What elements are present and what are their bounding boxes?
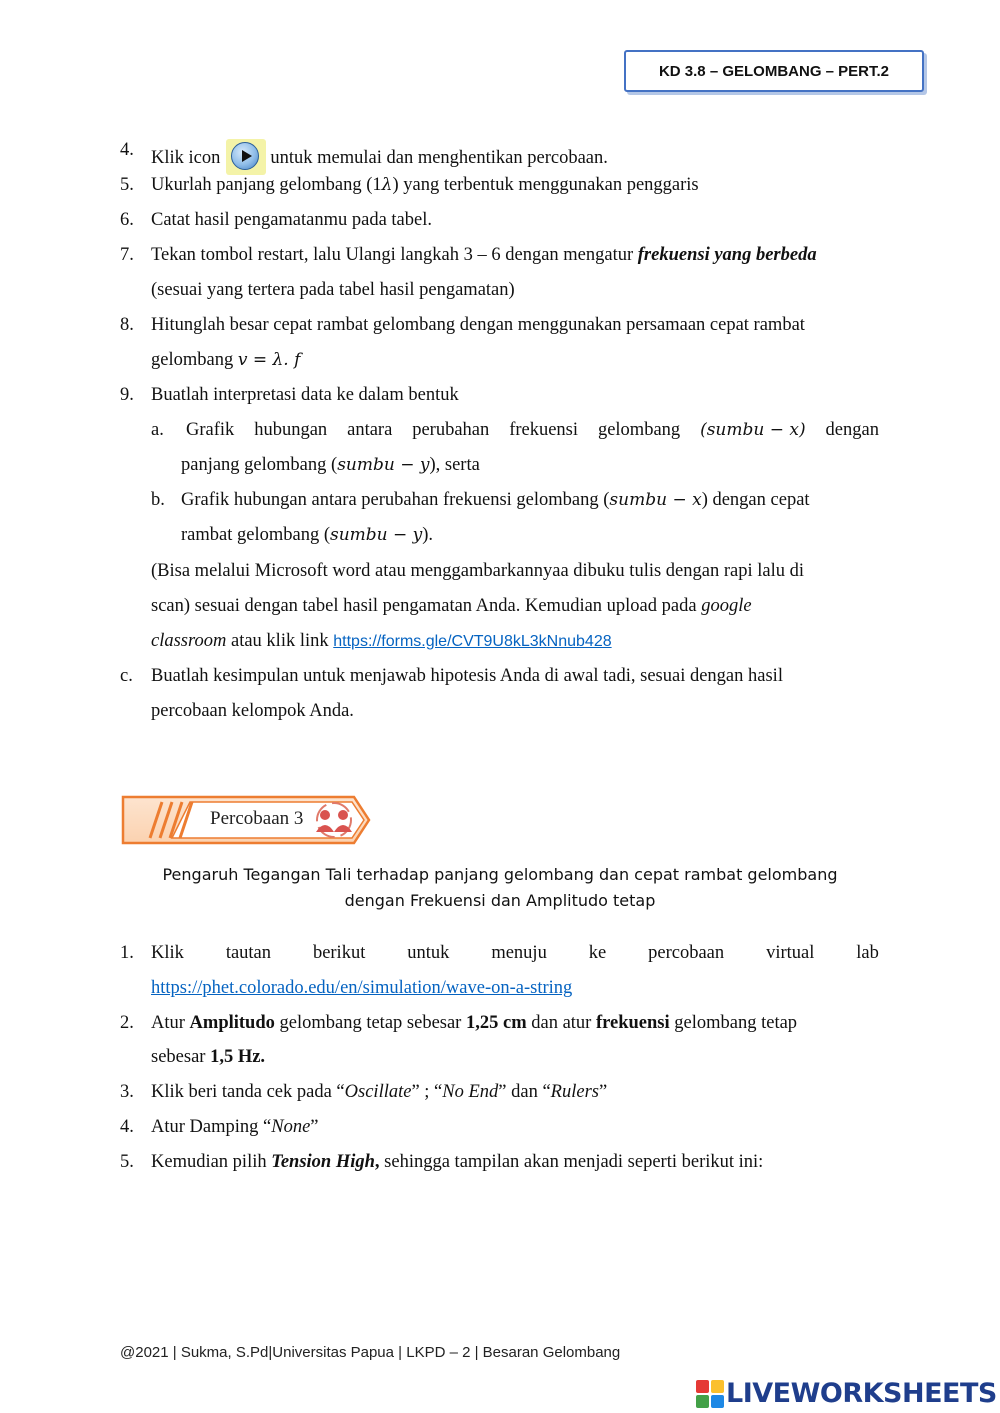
step-2-text (151, 1012, 797, 1034)
step-number: 7. (120, 245, 134, 265)
step-5b-text (151, 1151, 763, 1173)
sub-letter: b. (151, 490, 165, 510)
step-5-part: Ukurlah panjang gelombang (1 (151, 175, 382, 195)
experiment-title-cont: dengan Frekuensi dan Amplitudo tetap (344, 891, 656, 910)
axis-x-math: (sumbu − x) (700, 420, 806, 440)
step-number: 9. (120, 385, 134, 405)
step-number: 4. (120, 140, 134, 160)
word: berikut (312, 943, 366, 963)
liveworksheets-icon (696, 1380, 724, 1408)
step-4b-italic: None (271, 1117, 311, 1137)
sub-b-part: ). (422, 525, 434, 545)
axis-y-math: sumbu − y (329, 525, 423, 545)
step-2-part: dan atur (526, 1013, 596, 1033)
word: Klik (151, 943, 184, 963)
step-1-text (151, 942, 879, 964)
step-5-part: ) yang terbentuk menggunakan penggaris (392, 175, 699, 195)
step-2-bold: 1,5 Hz. (210, 1047, 266, 1067)
word: perubahan (412, 420, 490, 440)
step-number: 3. (120, 1082, 134, 1102)
step-2-bold: Amplitudo (189, 1013, 275, 1033)
step-4b-part: ” (310, 1117, 319, 1137)
step-number: 2. (120, 1013, 134, 1033)
step-2-part: gelombang tetap sebesar (274, 1013, 466, 1033)
step-2-bold: 1,25 cm (465, 1013, 527, 1033)
liveworksheets-logo (696, 1378, 997, 1410)
sub-letter: a. (151, 420, 164, 440)
step-4-text (151, 139, 608, 175)
step-number: 6. (120, 210, 134, 230)
step-3-part: ” (598, 1082, 608, 1102)
sub-a-part: panjang gelombang ( (181, 455, 338, 475)
step-5b-bold: , (374, 1152, 380, 1172)
sub-b-line1 (181, 489, 810, 511)
word: tautan (225, 943, 272, 963)
step-3-part: ” dan “ (498, 1082, 551, 1102)
word: gelombang (597, 420, 681, 440)
step-number: 8. (120, 315, 134, 335)
sub-b-part: rambat gelombang ( (181, 525, 330, 545)
sub-a-line2 (181, 454, 480, 476)
sub-b-line2 (181, 524, 433, 546)
sub-letter: c. (120, 666, 133, 686)
step-number: 5. (120, 175, 134, 195)
sub-b-part: ) dengan cepat (701, 490, 810, 510)
word: untuk (407, 943, 450, 963)
step-3-part: Klik beri tanda cek pada “ (151, 1082, 345, 1102)
step-3-italic: Rulers (550, 1082, 599, 1102)
step-2-part: Atur (151, 1013, 190, 1033)
step-number: 1. (120, 943, 134, 963)
word: lab (856, 943, 879, 963)
banner-label: Percobaan 3 (210, 808, 304, 829)
word: percobaan (648, 943, 725, 963)
step-8-text: Hitunglah besar cepat rambat gelombang dengan menggunakan persamaan cepat rambat (151, 315, 805, 335)
step-2-bold: frekuensi (595, 1013, 670, 1033)
experiment-title: Pengaruh Tegangan Tali terhadap panjang gelombang dan cepat rambat gelombang (162, 865, 838, 884)
step-number: 4. (120, 1117, 134, 1137)
step-6-text: Catat hasil pengamatanmu pada tabel. (151, 210, 432, 230)
step-4b-part: Atur Damping “ (151, 1117, 272, 1137)
word: ke (588, 943, 607, 963)
step-5b-part: sehingga tampilan akan menjadi seperti berikut ini: (379, 1152, 764, 1172)
note-part: scan) sesuai dengan tabel hasil pengamatan Anda. Kemudian upload pada (151, 596, 702, 616)
step-5b-bold-italic: Tension High (271, 1152, 375, 1172)
axis-y-math: sumbu − y (337, 455, 430, 475)
sub-a-part: ), serta (429, 455, 480, 475)
liveworksheets-text: LIVEWORKSHEETS (726, 1378, 997, 1409)
step-8-part: gelombang (151, 350, 238, 370)
word: hubungan (254, 420, 328, 440)
play-icon (226, 139, 266, 175)
step-2-part: gelombang tetap (669, 1013, 798, 1033)
step-5b-part: Kemudian pilih (151, 1152, 272, 1172)
word: frekuensi (509, 420, 579, 440)
note-line1: (Bisa melalui Microsoft word atau menggambarkannyaa dibuku tulis dengan rapi lalu di (151, 561, 804, 581)
step-3-part: ” ; “ (411, 1082, 443, 1102)
sub-a-line1 (186, 419, 879, 441)
word: menuju (491, 943, 547, 963)
group-people-icon (310, 800, 358, 840)
word: antara (347, 420, 393, 440)
sub-c-line1: Buatlah kesimpulan untuk menjawab hipotesis Anda di awal tadi, sesuai dengan hasil (151, 666, 783, 686)
step-2-text-cont (151, 1046, 265, 1068)
phet-link-line (151, 977, 572, 999)
word: dengan (825, 420, 879, 440)
step-number: 5. (120, 1152, 134, 1172)
step-7-part: Tekan tombol restart, lalu Ulangi langkah 3 – 6 dengan mengatur (151, 245, 638, 265)
step-3-text (151, 1081, 607, 1103)
note-line3 (151, 630, 612, 653)
step-7-text (151, 244, 879, 266)
step-7-emphasis: frekuensi yang berbeda (637, 245, 817, 265)
step-4-part: Klik icon (151, 148, 221, 168)
page-footer: @2021 | Sukma, S.Pd|Universitas Papua | LKPD – 2 | Besaran Gelombang (120, 1344, 621, 1361)
axis-x-math: sumbu − x (609, 490, 702, 510)
lambda-symbol: λ (381, 175, 393, 195)
wave-equation: v = λ. f (237, 350, 301, 370)
sub-c-line2: percobaan kelompok Anda. (151, 701, 354, 721)
step-4b-text (151, 1116, 319, 1138)
word: Grafik (186, 420, 235, 440)
step-7-text-cont: (sesuai yang tertera pada tabel hasil pengamatan) (151, 280, 515, 300)
note-line2 (151, 595, 752, 617)
google-form-link[interactable]: https://forms.gle/CVT9U8kL3kNnub428 (333, 633, 612, 650)
step-2-part: sebesar (151, 1047, 211, 1067)
step-4-part: untuk memulai dan menghentikan percobaan. (270, 148, 608, 168)
step-8-text-cont (151, 349, 300, 371)
header-label: KD 3.8 – GELOMBANG – PERT.2 (624, 50, 924, 92)
phet-simulation-link[interactable]: https://phet.colorado.edu/en/simulation/wave-on-a-string (151, 978, 573, 998)
step-3-italic: No End (442, 1082, 499, 1102)
word: virtual (766, 943, 815, 963)
step-5-text (151, 174, 699, 196)
step-3-italic: Oscillate (344, 1082, 412, 1102)
sub-b-part: Grafik hubungan antara perubahan frekuensi gelombang ( (181, 490, 610, 510)
note-part: atau klik link (226, 631, 334, 651)
note-italic: google (701, 596, 752, 616)
step-9-text: Buatlah interpretasi data ke dalam bentuk (151, 385, 459, 405)
note-italic: classroom (151, 631, 227, 651)
percobaan-banner (120, 794, 372, 846)
